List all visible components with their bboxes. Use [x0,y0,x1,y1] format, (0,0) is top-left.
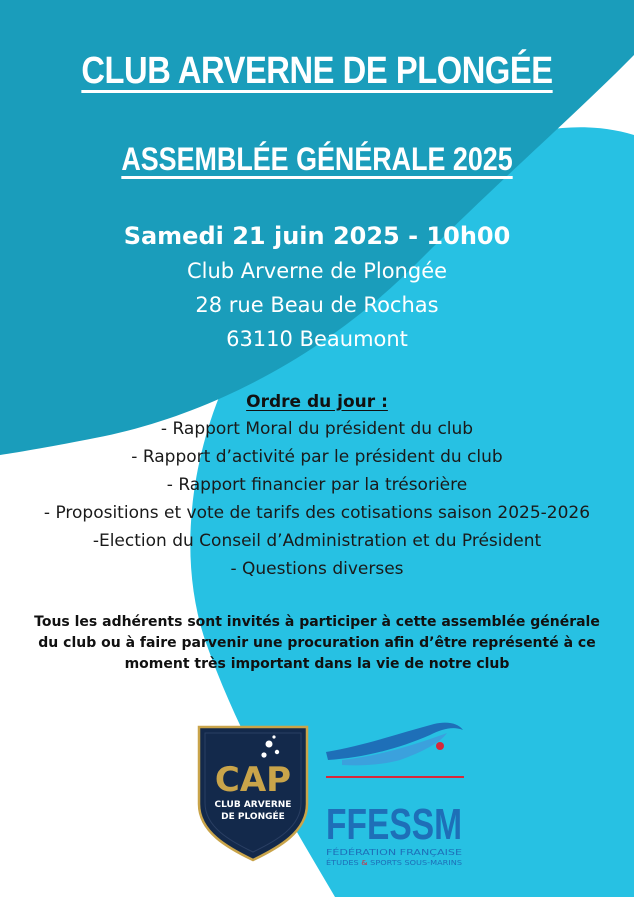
agenda-item: - Rapport Moral du président du club [160,419,474,439]
cap-logo-line2: DE PLONGÉE [221,812,285,822]
cap-logo [196,724,310,862]
cap-logo-line1: CLUB ARVERNE [214,800,292,810]
divider-line [326,776,464,778]
cap-logo-mark: CAP [214,760,292,800]
ffessm-logo-line1: FÉDÉRATION FRANÇAISE [326,848,424,857]
bubble-icon [261,752,266,757]
notice-line: Tous les adhérents sont invités à participer à cette assemblée générale [34,614,600,630]
club-title: CLUB ARVERNE DE PLONGÉE [81,50,553,92]
agenda-item: - Rapport financier par la trésorière [166,475,468,495]
bubble-icon [266,741,273,748]
red-dot-icon [436,742,444,750]
address-line-city: 63110 Beaumont [226,327,408,351]
agenda-title: Ordre du jour : [246,392,388,412]
notice-line: du club ou à faire parvenir une procuration afin d’être représenté à ce [38,635,596,651]
ffessm-logo [322,716,472,870]
assembly-title: ASSEMBLÉE GÉNÉRALE 2025 [121,141,513,177]
notice-text [0,612,634,675]
bubble-icon [272,735,275,738]
event-date: Samedi 21 juin 2025 - 10h00 [123,222,511,250]
agenda-item: -Election du Conseil d’Administration et du Président [92,531,542,551]
agenda-item: - Rapport d’activité par le président du club [131,447,503,467]
bubble-icon [275,750,279,754]
ffessm-logo-mark: FFESSM [326,800,462,849]
notice-line: moment très important dans la vie de notre club [124,656,510,672]
address-line-venue: Club Arverne de Plongée [186,259,448,283]
address-line-street: 28 rue Beau de Rochas [195,293,439,317]
ffessm-logo-line2: ÉTUDES & SPORTS SOUS-MARINS [326,859,449,867]
agenda-item: - Questions diverses [230,559,404,579]
agenda-item: - Propositions et vote de tarifs des cotisations saison 2025-2026 [43,503,591,523]
